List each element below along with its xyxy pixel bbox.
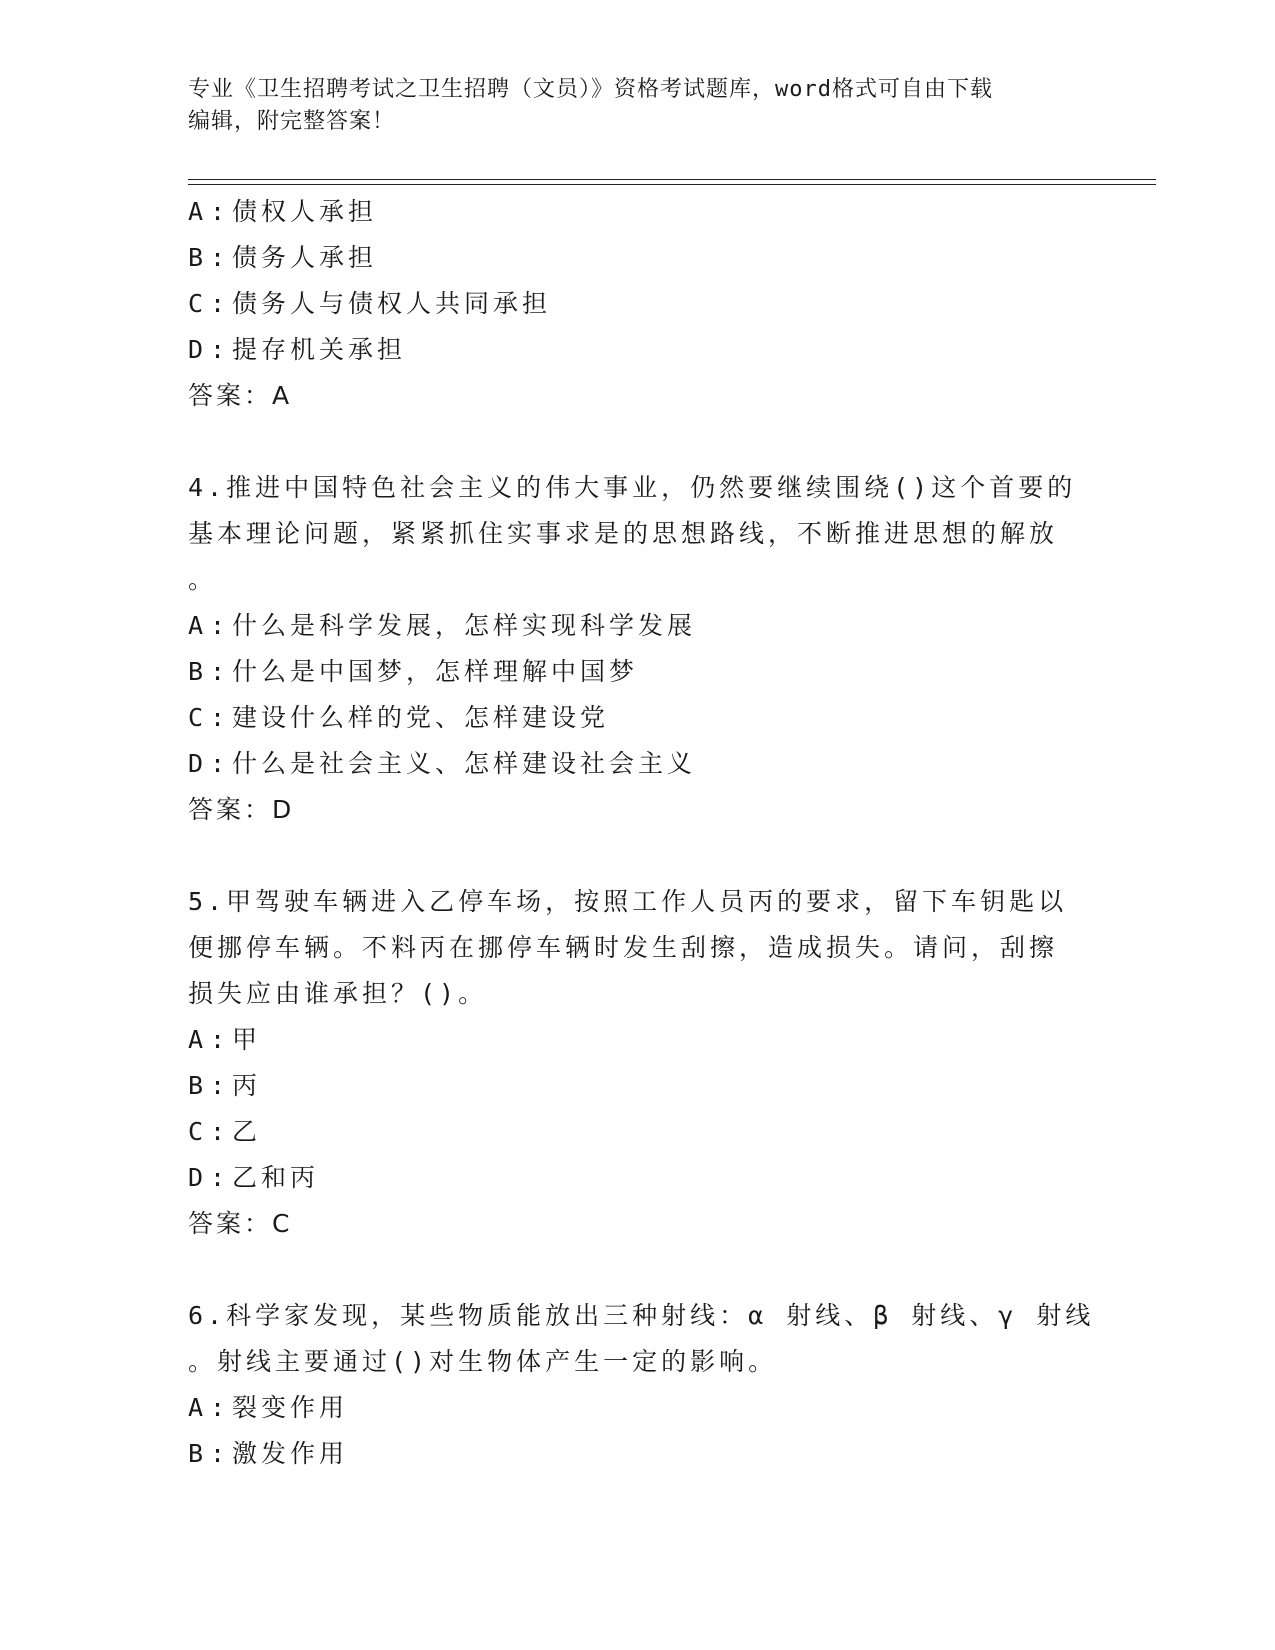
option-c: C : 乙: [188, 1117, 262, 1146]
option-a: A : 债权人承担: [188, 197, 378, 226]
option-c: C : 建设什么样的党、怎样建设党: [188, 703, 610, 732]
question-stem-line: 5.甲驾驶车辆进入乙停车场，按照工作人员丙的要求，留下车钥匙以: [188, 887, 1068, 916]
option-text: 债务人与债权人共同承担: [232, 289, 552, 318]
question-3: [188, 189, 1108, 419]
option-text: 激发作用: [232, 1439, 349, 1468]
question-4: [188, 465, 1108, 833]
question-stem-line: 便挪停车辆。不料丙在挪停车辆时发生刮擦，造成损失。请问，刮擦: [188, 933, 1059, 962]
question-stem-line: 损失应由谁承担？()。: [188, 979, 488, 1008]
question-content: [188, 189, 1108, 1477]
header-divider-bottom: [188, 184, 1156, 185]
option-text: 什么是科学发展，怎样实现科学发展: [232, 611, 697, 640]
option-d: D : 乙和丙: [188, 1163, 320, 1192]
header-line-1: 专业《卫生招聘考试之卫生招聘（文员）》资格考试题库，word格式可自由下载: [188, 77, 993, 102]
option-a: A : 裂变作用: [188, 1393, 349, 1422]
option-text: 裂变作用: [232, 1393, 349, 1422]
spacer: [188, 833, 1108, 879]
question-stem-line: 6.科学家发现，某些物质能放出三种射线：α 射线、β 射线、γ 射线: [188, 1301, 1095, 1330]
option-a: A : 甲: [188, 1025, 262, 1054]
option-text: 提存机关承担: [232, 335, 407, 364]
question-stem-line: 基本理论问题，紧紧抓住实事求是的思想路线，不断推进思想的解放: [188, 519, 1059, 548]
option-c: C : 债务人与债权人共同承担: [188, 289, 552, 318]
option-text: 债务人承担: [232, 243, 378, 272]
option-text: 甲: [232, 1025, 262, 1054]
option-text: 建设什么样的党、怎样建设党: [232, 703, 610, 732]
option-d: D : 提存机关承担: [188, 335, 407, 364]
answer-line: 答案：A: [188, 381, 293, 410]
option-text: 什么是社会主义、怎样建设社会主义: [232, 749, 697, 778]
question-stem-line: 。射线主要通过()对生物体产生一定的影响。: [188, 1347, 778, 1376]
question-stem-line: 。: [188, 565, 218, 594]
header-line-2: 编辑，附完整答案！: [188, 109, 396, 134]
question-6: [188, 1293, 1108, 1477]
question-5: [188, 879, 1108, 1247]
question-stem-line: 4.推进中国特色社会主义的伟大事业，仍然要继续围绕()这个首要的: [188, 473, 1077, 502]
header-divider-top: [188, 179, 1156, 180]
option-text: 债权人承担: [232, 197, 378, 226]
option-b: B : 激发作用: [188, 1439, 349, 1468]
option-b: B : 什么是中国梦，怎样理解中国梦: [188, 657, 639, 686]
option-b: B : 丙: [188, 1071, 262, 1100]
answer-line: 答案：D: [188, 795, 295, 824]
document-header: [188, 74, 1088, 138]
option-b: B : 债务人承担: [188, 243, 378, 272]
option-a: A : 什么是科学发展，怎样实现科学发展: [188, 611, 697, 640]
answer-line: 答案：C: [188, 1209, 293, 1238]
option-text: 乙: [232, 1117, 262, 1146]
spacer: [188, 1247, 1108, 1293]
option-text: 什么是中国梦，怎样理解中国梦: [232, 657, 639, 686]
option-d: D : 什么是社会主义、怎样建设社会主义: [188, 749, 697, 778]
spacer: [188, 419, 1108, 465]
option-text: 乙和丙: [232, 1163, 320, 1192]
option-text: 丙: [232, 1071, 262, 1100]
